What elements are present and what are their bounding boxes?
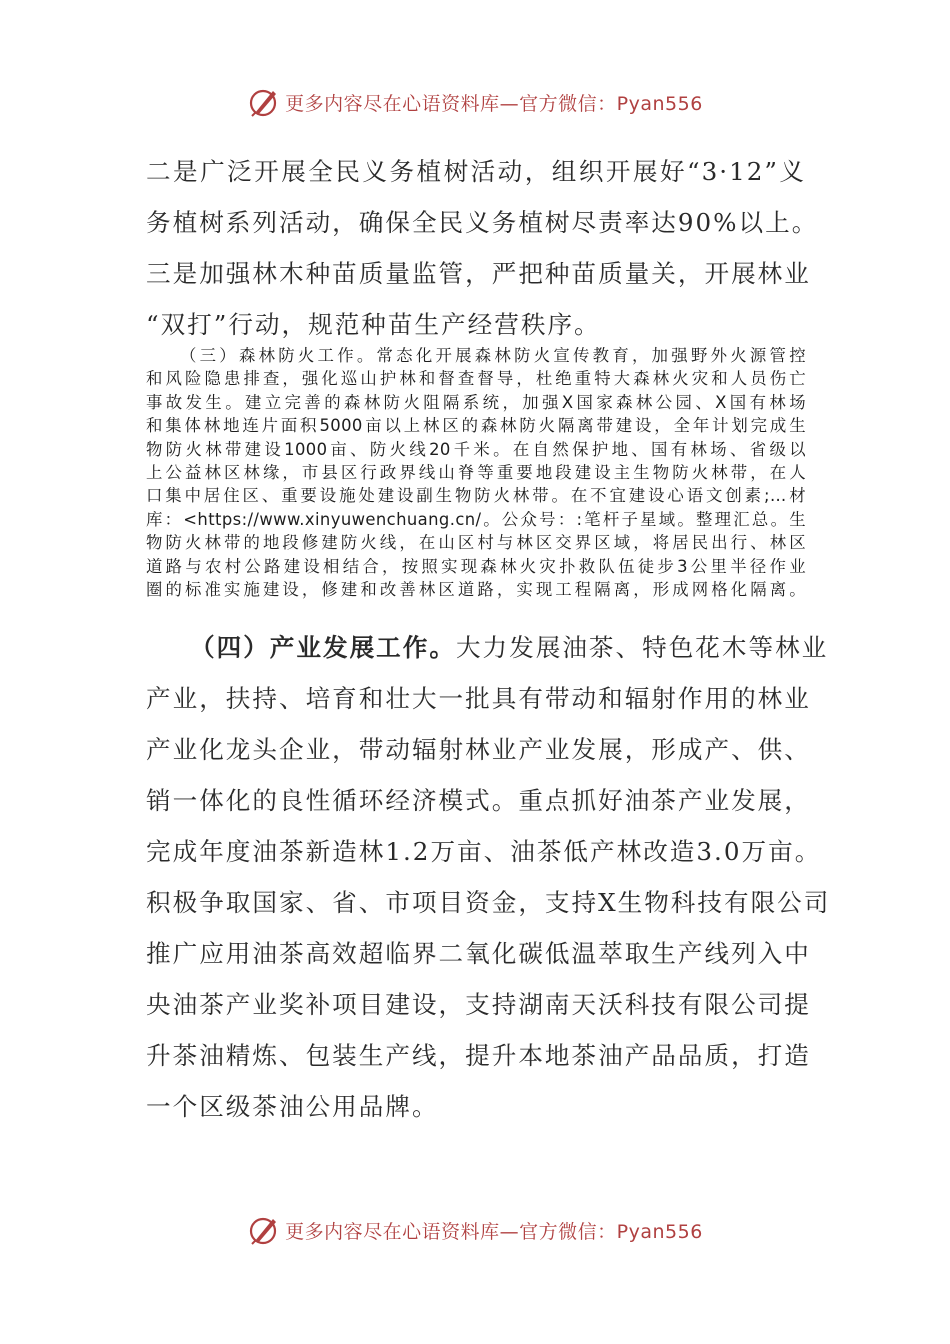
text-line-rest: 大力发展油茶、特色花木等林业 <box>455 633 829 662</box>
text-line: （三）森林防火工作。常态化开展森林防火宣传教育，加强野外火源管控 <box>180 346 806 365</box>
text-line: 推广应用油茶高效超临界二氧化碳低温萃取生产线列入中 <box>146 939 811 968</box>
footer-watermark <box>0 1210 950 1250</box>
text-line: 物防火林带建设1000亩、防火线20千米。在自然保护地、国有林场、省级以 <box>146 439 806 459</box>
watermark-text: 更多内容尽在心语资料库—官方微信：Pyan556 <box>285 92 703 115</box>
pen-quill-logo-icon <box>247 85 281 119</box>
text-line: 圈的标准实施建设，修建和改善林区道路，实现工程隔离，形成网格化隔离。 <box>146 580 806 600</box>
text-line: 央油茶产业奖补项目建设，支持湖南天沃科技有限公司提 <box>146 990 811 1019</box>
text-line: 和风险隐患排查，强化巡山护林和督查督导，杜绝重特大森林火灾和人员伤亡 <box>146 369 806 389</box>
text-line: 口集中居住区、重要设施处建设副生物防火林带。在不宜建设心语文创素;…材 <box>146 486 806 506</box>
text-line: 产业化龙头企业，带动辐射林业产业发展，形成产、供、 <box>146 735 811 764</box>
text-line: 升茶油精炼、包装生产线，提升本地茶油产品品质，打造 <box>146 1041 811 1070</box>
text-line: 三是加强林木种苗质量监管，严把种苗质量关，开展林业 <box>146 259 811 288</box>
text-line: 物防火林带的地段修建防火线，在山区村与林区交界区域，将居民出行、林区 <box>146 533 806 553</box>
text-line: “双打”行动，规范种苗生产经营秩序。 <box>146 310 601 339</box>
text-line: 积极争取国家、省、市项目资金，支持X生物科技有限公司 <box>146 888 831 917</box>
paragraph-tree-planting <box>146 146 819 350</box>
section-heading: （四）产业发展工作。 <box>190 633 456 662</box>
text-line: 务植树系列活动，确保全民义务植树尽责率达90%以上。 <box>146 208 819 237</box>
text-line <box>146 622 829 673</box>
text-line: 事故发生。建立完善的森林防火阻隔系统，加强X国家森林公园、X国有林场 <box>146 392 806 412</box>
text-line: 库：<https://www.xinyuwenchuang.cn/。公众号：:笔杆子星域。整理汇总。生 <box>146 509 806 529</box>
paragraph-industry-development <box>146 622 831 1132</box>
text-line: 上公益林区林缘，市县区行政界线山脊等重要地段建设主生物防火林带，在人 <box>146 463 806 483</box>
text-line: 一个区级茶油公用品牌。 <box>146 1092 439 1121</box>
header-watermark <box>0 82 950 122</box>
text-line: 和集体林地连片面积5000亩以上林区的森林防火隔离带建设，全年计划完成生 <box>146 416 806 436</box>
text-line: 道路与农村公路建设相结合，按照实现森林火灾扑救队伍徒步3公里半径作业 <box>146 556 806 576</box>
text-line: 销一体化的良性循环经济模式。重点抓好油茶产业发展， <box>146 786 811 815</box>
watermark-text: 更多内容尽在心语资料库—官方微信：Pyan556 <box>285 1220 703 1243</box>
text-line: 二是广泛开展全民义务植树活动，组织开展好“3·12”义 <box>146 157 806 186</box>
text-line: 完成年度油茶新造林1.2万亩、油茶低产林改造3.0万亩。 <box>146 837 822 866</box>
pen-quill-logo-icon <box>247 1213 281 1247</box>
paragraph-forest-fire-prevention <box>146 344 806 601</box>
text-line: 产业，扶持、培育和壮大一批具有带动和辐射作用的林业 <box>146 684 811 713</box>
